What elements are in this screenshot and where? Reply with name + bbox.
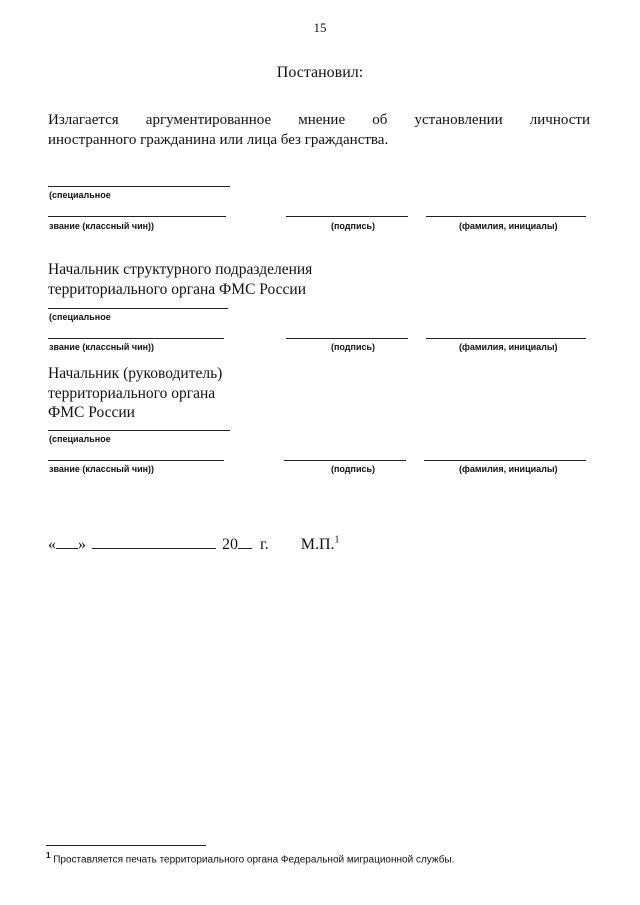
caption-signature-1: (подпись) bbox=[331, 221, 376, 231]
name-line-2[interactable] bbox=[426, 338, 586, 339]
open-quote: « bbox=[48, 536, 56, 553]
page-title: Постановил: bbox=[276, 64, 364, 81]
footnote-separator bbox=[46, 845, 206, 846]
caption-name-3: (фамилия, инициалы) bbox=[459, 464, 558, 474]
caption-name-1: (фамилия, инициалы) bbox=[459, 221, 558, 231]
caption-rank-2: звание (классный чин)) bbox=[49, 342, 155, 352]
block3-title-line-3: ФМС России bbox=[48, 404, 135, 421]
specialty-line-3[interactable] bbox=[48, 430, 230, 431]
caption-rank-3: звание (классный чин)) bbox=[49, 464, 155, 474]
signature-line-2[interactable] bbox=[286, 338, 408, 339]
caption-signature-3: (подпись) bbox=[331, 464, 376, 474]
paragraph-line-1: Излагается аргументированное мнение об установлении личности bbox=[48, 112, 590, 128]
block3-title-line-2: территориального органа bbox=[48, 385, 216, 402]
date-row bbox=[48, 534, 340, 554]
stamp-label: М.П. bbox=[300, 536, 335, 553]
day-field[interactable] bbox=[56, 534, 78, 549]
page-number: 15 bbox=[313, 20, 327, 35]
caption-special-2: (специальное bbox=[49, 312, 111, 322]
block3-title-line-1: Начальник (руководитель) bbox=[48, 365, 223, 382]
specialty-line-2[interactable] bbox=[48, 308, 228, 309]
month-field[interactable] bbox=[92, 534, 216, 549]
rank-line-2[interactable] bbox=[48, 338, 224, 339]
footnote bbox=[46, 851, 454, 865]
stamp-footnote-ref: 1 bbox=[334, 534, 340, 546]
name-line-1[interactable] bbox=[426, 216, 586, 217]
caption-signature-2: (подпись) bbox=[331, 342, 376, 352]
close-quote: » bbox=[78, 536, 86, 553]
year-suffix: г. bbox=[260, 536, 269, 553]
block2-title-line-2: территориального органа ФМС России bbox=[48, 281, 307, 298]
name-line-3[interactable] bbox=[424, 460, 586, 461]
caption-special-3: (специальное bbox=[49, 434, 111, 444]
paragraph-line-2: иностранного гражданина или лица без гражданства. bbox=[48, 132, 389, 148]
signature-line-3[interactable] bbox=[284, 460, 406, 461]
caption-name-2: (фамилия, инициалы) bbox=[459, 342, 558, 352]
rank-line-3[interactable] bbox=[48, 460, 224, 461]
block2-title-line-1: Начальник структурного подразделения bbox=[48, 261, 313, 278]
specialty-line-1[interactable] bbox=[48, 186, 230, 187]
rank-line-1[interactable] bbox=[48, 216, 226, 217]
signature-line-1[interactable] bbox=[286, 216, 408, 217]
footnote-text: Проставляется печать территориального органа Федеральной миграционной службы. bbox=[53, 854, 455, 866]
caption-rank-1: звание (классный чин)) bbox=[49, 221, 155, 231]
year-field[interactable] bbox=[238, 534, 252, 549]
year-prefix: 20 bbox=[222, 536, 238, 553]
footnote-marker: 1 bbox=[46, 851, 51, 860]
caption-special-1: (специальное bbox=[49, 190, 111, 200]
